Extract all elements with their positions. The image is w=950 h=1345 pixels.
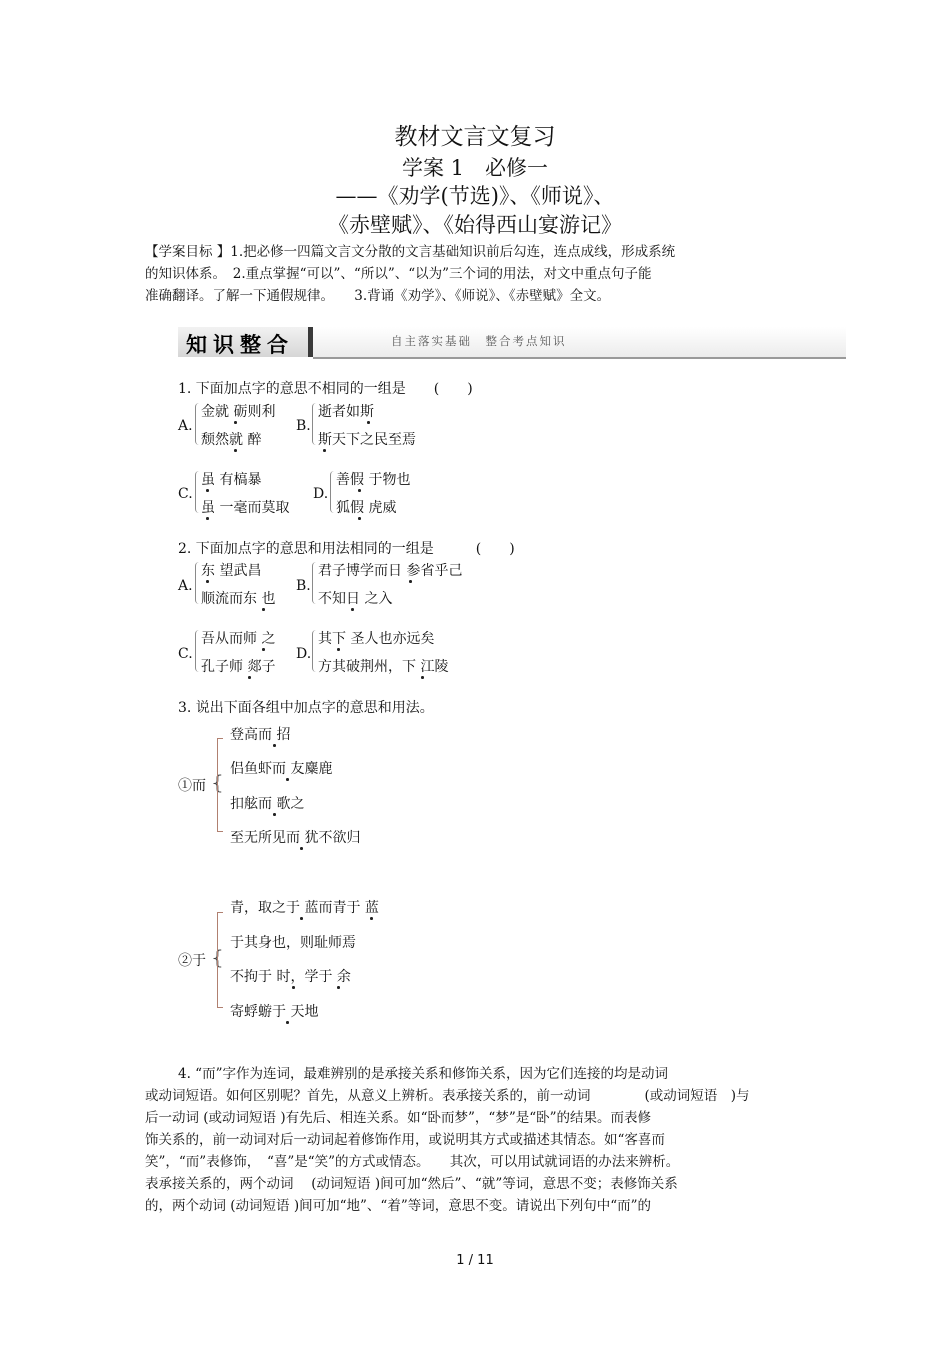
brace-icon: { bbox=[211, 770, 224, 794]
brace-icon bbox=[195, 403, 200, 445]
q3-group-1-item-4: 至无所见而 犹不欲归 bbox=[230, 830, 361, 846]
bracket-icon bbox=[217, 912, 223, 1008]
emphasis-dot-icon bbox=[234, 421, 237, 424]
question-4-line-4: 饰关系的，前一动词对后一动词起着修饰作用，或说明其方式或描述其情态。如“客喜而 bbox=[145, 1132, 665, 1148]
question-2-stem: 2. 下面加点字的意思和用法相同的一组是 ( ) bbox=[178, 541, 515, 557]
banner-label-box bbox=[178, 327, 308, 357]
q3-group-1-label: ①而 bbox=[178, 778, 206, 794]
q1-option-c-label: C. bbox=[178, 486, 193, 502]
q1-option-a-label: A. bbox=[178, 418, 193, 434]
question-1-stem: 1. 下面加点字的意思不相同的一组是 ( ) bbox=[178, 381, 473, 397]
q3-group-2-item-4: 寄蜉蝣于 天地 bbox=[230, 1004, 319, 1020]
emphasis-dot-icon bbox=[262, 648, 265, 651]
question-4-line-5: 笑”，“而”表修饰， “喜”是“笑”的方式或情态。 其次，可以用试就词语的办法来辨析。 bbox=[145, 1154, 680, 1170]
q2-option-a-line-1: 东 望武昌 bbox=[201, 563, 262, 579]
question-4-line-1: 4. “而”字作为连词，最难辨别的是承接关系和修饰关系，因为它们连接的均是动词 bbox=[178, 1066, 668, 1082]
emphasis-dot-icon bbox=[262, 608, 265, 611]
q2-option-c-line-1: 吾从而师 之 bbox=[201, 631, 276, 647]
emphasis-dot-icon bbox=[351, 608, 354, 611]
brace-icon: { bbox=[211, 945, 224, 969]
page-title: 教材文言文复习 bbox=[394, 124, 556, 150]
q2-option-d-line-2: 方其破荆州，下 江陵 bbox=[318, 659, 449, 675]
brace-icon bbox=[195, 562, 200, 604]
emphasis-dot-icon bbox=[323, 449, 326, 452]
banner-label: 知识整合 bbox=[186, 333, 294, 357]
question-4-line-2: 或动词短语。如何区别呢？首先，从意义上辨析。表承接关系的，前一动词 (或动词短语 )与 bbox=[145, 1088, 750, 1104]
q1-option-d-line-1: 善假 于物也 bbox=[336, 472, 411, 488]
q1-option-b-line-2: 斯天下之民至焉 bbox=[318, 432, 416, 448]
q1-option-d-line-2: 狐假 虎威 bbox=[336, 500, 397, 516]
q3-group-2-item-1: 青，取之于 蓝而青于 蓝 bbox=[230, 900, 379, 916]
brace-icon bbox=[312, 403, 317, 445]
emphasis-dot-icon bbox=[206, 489, 209, 492]
q2-option-d-label: D. bbox=[296, 646, 312, 662]
question-4-line-3: 后一动词 (或动词短语 )有先后、相连关系。如“卧而梦”，“梦”是“卧”的结果。而表修 bbox=[145, 1110, 652, 1126]
subtitle-line-1: ——《劝学(节选)》、《师说》、 bbox=[335, 184, 615, 208]
emphasis-dot-icon bbox=[370, 917, 373, 920]
brace-icon bbox=[195, 471, 200, 513]
q1-option-b-line-1: 逝者如斯 bbox=[318, 404, 374, 420]
emphasis-dot-icon bbox=[358, 517, 361, 520]
objective-line-2: 的知识体系。 2.重点掌握“可以”、“所以”、“以为”三个词的用法，对文中重点句子能 bbox=[145, 266, 652, 282]
emphasis-dot-icon bbox=[286, 1021, 289, 1024]
question-4-line-7: 的，两个动词 (动词短语 )间可加“地”、“着”等词，意思不变。请说出下列句中“而”的 bbox=[145, 1198, 652, 1214]
emphasis-dot-icon bbox=[421, 676, 424, 679]
q3-group-1-item-1: 登高而 招 bbox=[230, 727, 291, 743]
q2-option-b-line-1: 君子博学而日 参省乎己 bbox=[318, 563, 463, 579]
q3-group-2-item-3: 不拘于 时，学于 余 bbox=[230, 969, 351, 985]
q1-option-c-line-2: 虽 一毫而莫取 bbox=[201, 500, 290, 516]
page-number: 1 / 11 bbox=[456, 1253, 494, 1268]
lesson-title: 学案 1 必修一 bbox=[401, 156, 549, 180]
q1-option-a-line-1: 金就 砺则利 bbox=[201, 404, 276, 420]
emphasis-dot-icon bbox=[337, 986, 340, 989]
q2-option-d-line-1: 其下 圣人也亦远矣 bbox=[318, 631, 435, 647]
brace-icon bbox=[312, 562, 317, 604]
emphasis-dot-icon bbox=[234, 449, 237, 452]
q1-option-c-line-1: 虽 有槁暴 bbox=[201, 472, 262, 488]
emphasis-dot-icon bbox=[206, 580, 209, 583]
q2-option-a-label: A. bbox=[178, 578, 193, 594]
bracket-icon bbox=[217, 738, 223, 832]
emphasis-dot-icon bbox=[248, 676, 251, 679]
question-4-line-6: 表承接关系的，两个动词 (动词短语 )间可加“然后”、“就”等词，意思不变；表修饰关系 bbox=[145, 1176, 678, 1192]
banner-caption: 自主落实基础 整合考点知识 bbox=[391, 334, 567, 348]
brace-icon bbox=[195, 630, 200, 672]
question-3-stem: 3. 说出下面各组中加点字的意思和用法。 bbox=[178, 700, 434, 716]
emphasis-dot-icon bbox=[409, 580, 412, 583]
q2-option-c-line-2: 孔子师 郯子 bbox=[201, 659, 276, 675]
q2-option-b-label: B. bbox=[296, 578, 311, 594]
brace-icon bbox=[312, 630, 317, 672]
q3-group-1-item-3: 扣舷而 歌之 bbox=[230, 796, 305, 812]
emphasis-dot-icon bbox=[300, 917, 303, 920]
subtitle-line-2: 《赤壁赋》、《始得西山宴游记》 bbox=[328, 213, 622, 237]
emphasis-dot-icon bbox=[273, 813, 276, 816]
emphasis-dot-icon bbox=[358, 489, 361, 492]
banner-caption-box bbox=[313, 327, 846, 359]
section-banner bbox=[178, 327, 846, 357]
q2-option-c-label: C. bbox=[178, 646, 193, 662]
q3-group-2-label: ②于 bbox=[178, 953, 206, 969]
q2-option-b-line-2: 不知日 之入 bbox=[318, 591, 393, 607]
q2-option-a-line-2: 顺流而东 也 bbox=[201, 591, 276, 607]
q3-group-2-item-2: 于其身也，则耻师焉 bbox=[230, 935, 356, 951]
emphasis-dot-icon bbox=[337, 648, 340, 651]
emphasis-dot-icon bbox=[292, 986, 295, 989]
objective-line-1: 【学案目标 】1.把必修一四篇文言文分散的文言基础知识前后勾连，连点成线，形成系统 bbox=[145, 244, 676, 260]
emphasis-dot-icon bbox=[367, 421, 370, 424]
brace-icon bbox=[330, 471, 335, 513]
objective-line-3: 准确翻译。了解一下通假规律。 3.背诵《劝学》、《师说》、《赤壁赋》全文。 bbox=[145, 288, 611, 304]
q1-option-d-label: D. bbox=[313, 486, 329, 502]
q3-group-1-item-2: 侣鱼虾而 友麋鹿 bbox=[230, 761, 333, 777]
q1-option-a-line-2: 颓然就 醉 bbox=[201, 432, 262, 448]
emphasis-dot-icon bbox=[273, 744, 276, 747]
emphasis-dot-icon bbox=[206, 517, 209, 520]
emphasis-dot-icon bbox=[286, 778, 289, 781]
emphasis-dot-icon bbox=[300, 847, 303, 850]
q1-option-b-label: B. bbox=[296, 418, 311, 434]
